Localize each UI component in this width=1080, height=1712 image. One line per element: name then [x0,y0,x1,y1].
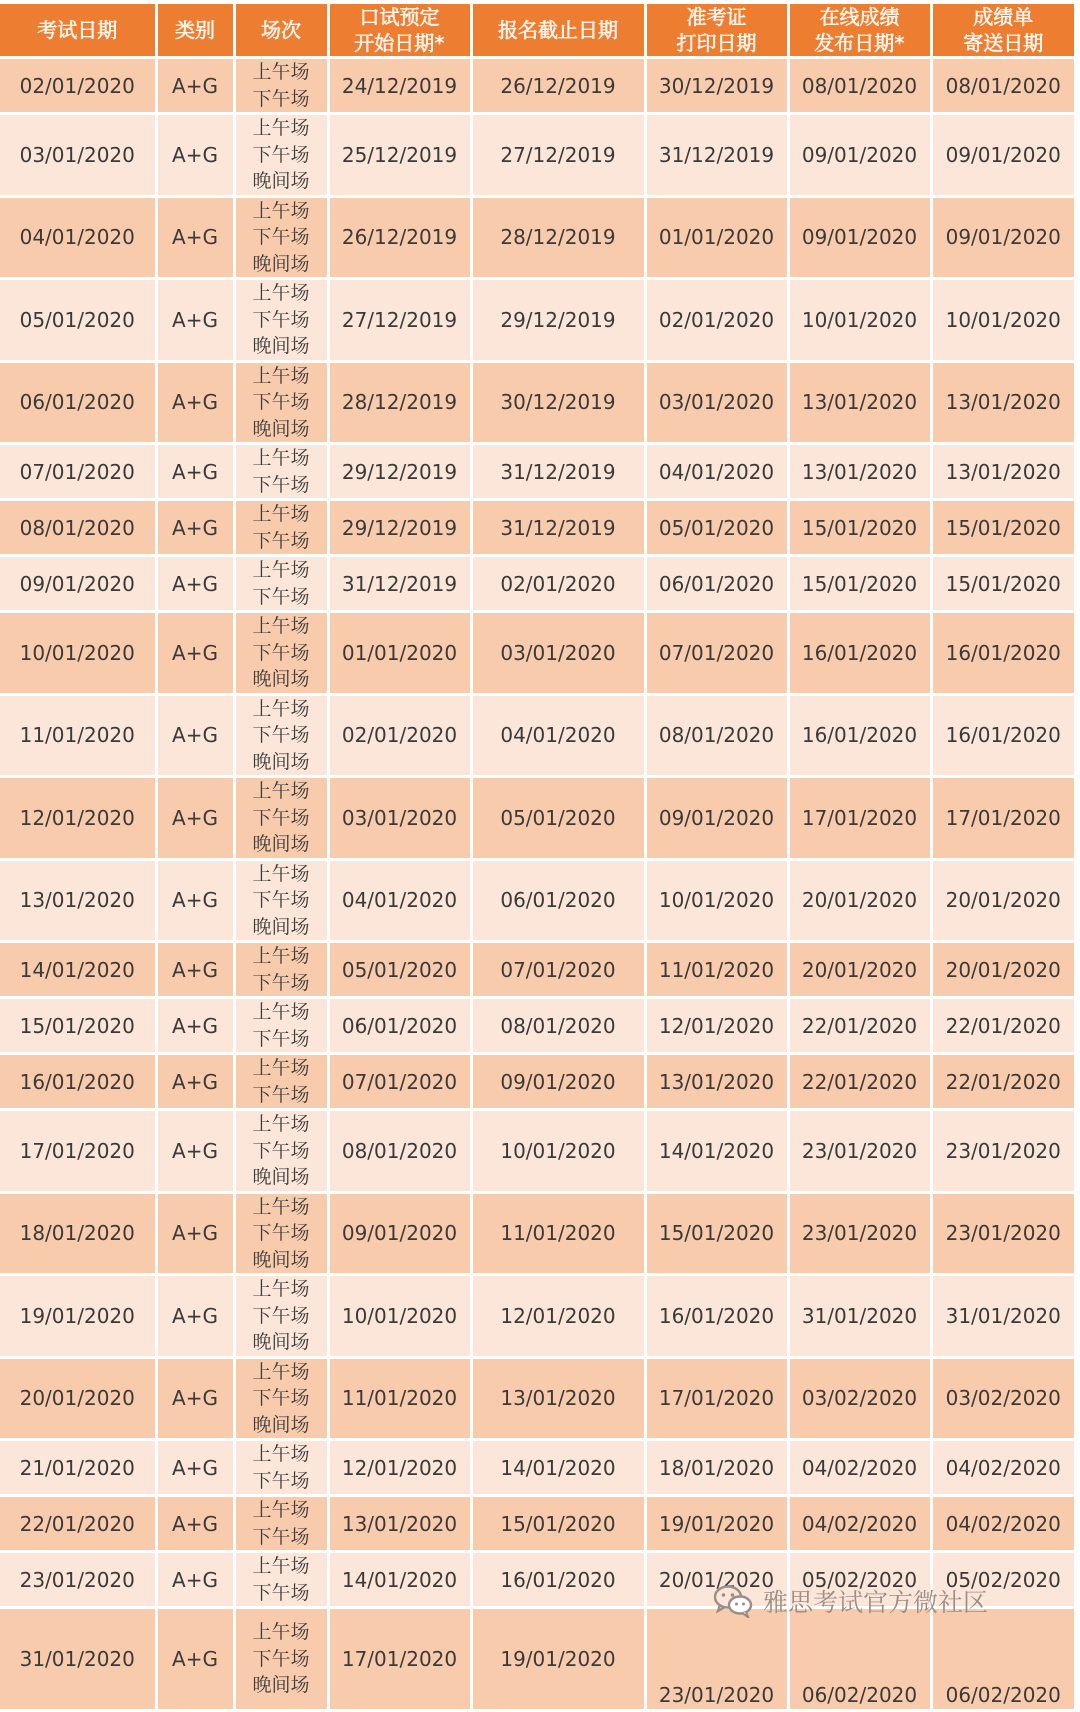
cell-type: A+G [156,612,234,695]
cell-report: 03/02/2020 [931,1357,1074,1440]
cell-oral: 27/12/2019 [328,279,471,362]
cell-report: 09/01/2020 [931,196,1074,279]
table-row [0,859,1074,942]
header-text: 场次 [261,18,301,42]
session-label: 上午场 [252,1555,310,1577]
cell-admit: 15/01/2020 [645,1192,788,1275]
cell-type: A+G [156,361,234,444]
cell-report: 31/01/2020 [931,1275,1074,1358]
session-cell [234,777,328,860]
cell-oral: 14/01/2020 [328,1552,471,1608]
cell-report: 23/01/2020 [931,1192,1074,1275]
cell-admit: 17/01/2020 [645,1357,788,1440]
session-label: 下午场 [252,1222,310,1244]
cell-report: 16/01/2020 [931,612,1074,695]
table-row [0,942,1074,998]
cell-oral: 06/01/2020 [328,998,471,1054]
table-row [0,1275,1074,1358]
cell-deadline: 04/01/2020 [471,694,645,777]
table-row [0,1357,1074,1440]
session-cell [234,114,328,197]
table-row [0,500,1074,556]
cell-admit: 30/12/2019 [645,58,788,114]
exam-schedule-table [0,4,1074,1712]
cell-deadline: 28/12/2019 [471,196,645,279]
session-cell [234,1357,328,1440]
cell-oral: 29/12/2019 [328,500,471,556]
session-label: 下午场 [252,1083,310,1106]
table-row [0,1440,1074,1496]
cell-report: 09/01/2020 [931,114,1074,197]
session-label: 下午场 [252,1304,310,1327]
cell-online: 31/01/2020 [788,1275,931,1358]
table-row [0,1054,1074,1110]
session-label: 晚间场 [252,1413,310,1436]
cell-date: 10/01/2020 [0,612,156,695]
session-label: 上午场 [252,1278,310,1300]
cell-admit: 12/01/2020 [645,998,788,1054]
cell-deadline: 15/01/2020 [471,1496,645,1552]
cell-type: A+G [156,777,234,860]
session-label: 晚间场 [252,668,310,690]
cell-oral: 08/01/2020 [328,1110,471,1193]
session-label: 晚间场 [252,252,310,275]
cell-oral: 11/01/2020 [328,1357,471,1440]
cell-type: A+G [156,998,234,1054]
cell-deadline: 07/01/2020 [471,942,645,998]
cell-deadline: 14/01/2020 [471,1440,645,1496]
table-row [0,58,1074,114]
cell-date: 15/01/2020 [0,998,156,1054]
cell-online: 06/02/2020 [788,1608,931,1711]
cell-admit: 06/01/2020 [645,556,788,612]
cell-type: A+G [156,942,234,998]
session-label: 上午场 [252,1360,310,1383]
cell-report: 06/02/2020 [931,1608,1074,1711]
session-label: 上午场 [252,1443,310,1465]
cell-type: A+G [156,1110,234,1193]
cell-online: 04/02/2020 [788,1496,931,1552]
session-label: 上午场 [252,282,310,304]
cell-admit: 01/01/2020 [645,196,788,279]
cell-report: 20/01/2020 [931,942,1074,998]
session-cell [234,1192,328,1275]
session-label: 晚间场 [252,170,310,192]
session-label: 下午场 [252,1387,310,1409]
session-label: 晚间场 [252,1674,310,1697]
session-label: 下午场 [252,308,310,331]
cell-report: 22/01/2020 [931,998,1074,1054]
cell-date: 31/01/2020 [0,1608,156,1711]
cell-admit: 10/01/2020 [645,859,788,942]
table-row [0,1496,1074,1552]
header-text: 成绩单 [973,5,1034,29]
cell-oral: 31/12/2019 [328,556,471,612]
cell-oral: 24/12/2019 [328,58,471,114]
session-cell [234,1054,328,1110]
session-cell [234,859,328,942]
cell-date: 16/01/2020 [0,1054,156,1110]
cell-date: 08/01/2020 [0,500,156,556]
session-label: 上午场 [252,1001,310,1023]
cell-admit: 08/01/2020 [645,694,788,777]
cell-online: 04/02/2020 [788,1440,931,1496]
watermark-text: 雅思考试官方微社区 [762,1588,988,1617]
cell-deadline: 03/01/2020 [471,612,645,695]
cell-deadline: 02/01/2020 [471,556,645,612]
table-row [0,1110,1074,1193]
cell-admit: 23/01/2020 [645,1608,788,1711]
cell-oral: 28/12/2019 [328,361,471,444]
table-row [0,361,1074,444]
wechat-icon [713,1584,753,1618]
session-label: 上午场 [252,615,310,637]
session-label: 下午场 [252,143,310,166]
cell-deadline: 06/01/2020 [471,859,645,942]
cell-admit: 03/01/2020 [645,361,788,444]
cell-online: 23/01/2020 [788,1110,931,1193]
table-row [0,1608,1074,1711]
cell-date: 06/01/2020 [0,361,156,444]
cell-admit: 18/01/2020 [645,1440,788,1496]
cell-online: 09/01/2020 [788,196,931,279]
cell-date: 02/01/2020 [0,58,156,114]
cell-report: 20/01/2020 [931,859,1074,942]
cell-type: A+G [156,1054,234,1110]
cell-report: 22/01/2020 [931,1054,1074,1110]
session-label: 晚间场 [252,335,310,357]
session-label: 下午场 [252,529,310,552]
session-label: 下午场 [252,87,310,110]
cell-deadline: 31/12/2019 [471,444,645,500]
header-registration-deadline [471,4,645,58]
session-cell [234,1608,328,1711]
cell-online: 03/02/2020 [788,1357,931,1440]
cell-online: 16/01/2020 [788,694,931,777]
cell-report: 15/01/2020 [931,556,1074,612]
cell-date: 14/01/2020 [0,942,156,998]
cell-online: 17/01/2020 [788,777,931,860]
table-row [0,196,1074,279]
cell-deadline: 27/12/2019 [471,114,645,197]
cell-type: A+G [156,279,234,362]
session-label: 下午场 [252,1581,310,1604]
cell-report: 13/01/2020 [931,361,1074,444]
cell-admit: 16/01/2020 [645,1275,788,1358]
session-label: 下午场 [252,971,310,994]
cell-type: A+G [156,1275,234,1358]
session-cell [234,500,328,556]
cell-admit: 04/01/2020 [645,444,788,500]
header-text: 口试预定 [359,5,440,29]
cell-oral: 26/12/2019 [328,196,471,279]
session-label: 下午场 [252,473,310,496]
cell-date: 04/01/2020 [0,196,156,279]
session-cell [234,612,328,695]
cell-admit: 13/01/2020 [645,1054,788,1110]
session-label: 上午场 [252,1113,310,1135]
session-label: 上午场 [252,199,310,222]
cell-online: 13/01/2020 [788,444,931,500]
header-row [0,4,1074,58]
session-label: 上午场 [252,862,310,885]
session-label: 上午场 [252,780,310,802]
cell-date: 23/01/2020 [0,1552,156,1608]
cell-type: A+G [156,114,234,197]
session-cell [234,444,328,500]
header-text: 寄送日期 [963,31,1044,55]
cell-oral: 12/01/2020 [328,1440,471,1496]
session-label: 下午场 [252,724,310,746]
header-text: 发布日期* [814,31,905,55]
cell-date: 09/01/2020 [0,556,156,612]
table-row [0,612,1074,695]
cell-report: 13/01/2020 [931,444,1074,500]
cell-admit: 14/01/2020 [645,1110,788,1193]
cell-type: A+G [156,1552,234,1608]
session-cell [234,1552,328,1608]
cell-deadline: 30/12/2019 [471,361,645,444]
session-label: 上午场 [252,1499,310,1521]
cell-oral: 01/01/2020 [328,612,471,695]
session-label: 下午场 [252,641,310,664]
table-row [0,998,1074,1054]
cell-type: A+G [156,859,234,942]
cell-report: 04/02/2020 [931,1496,1074,1552]
cell-online: 13/01/2020 [788,361,931,444]
session-label: 下午场 [252,226,310,248]
session-cell [234,942,328,998]
cell-type: A+G [156,1440,234,1496]
session-label: 上午场 [252,364,310,387]
header-text: 开始日期* [354,31,445,55]
cell-date: 22/01/2020 [0,1496,156,1552]
cell-oral: 13/01/2020 [328,1496,471,1552]
session-cell [234,58,328,114]
cell-online: 08/01/2020 [788,58,931,114]
cell-date: 21/01/2020 [0,1440,156,1496]
session-label: 上午场 [252,447,310,469]
cell-date: 13/01/2020 [0,859,156,942]
table-body [0,58,1074,1711]
header-text: 准考证 [686,5,747,29]
header-category [156,4,234,58]
session-label: 晚间场 [252,833,310,855]
table-row [0,279,1074,362]
session-cell [234,694,328,777]
cell-online: 22/01/2020 [788,1054,931,1110]
header-text: 在线成绩 [819,5,900,29]
cell-type: A+G [156,1357,234,1440]
session-label: 上午场 [252,1621,310,1644]
cell-oral: 02/01/2020 [328,694,471,777]
table-row [0,1192,1074,1275]
session-label: 下午场 [252,889,310,911]
table-row [0,444,1074,500]
cell-type: A+G [156,1192,234,1275]
watermark [713,1583,988,1619]
cell-online: 15/01/2020 [788,500,931,556]
cell-date: 18/01/2020 [0,1192,156,1275]
session-label: 上午场 [252,61,310,83]
cell-online: 16/01/2020 [788,612,931,695]
cell-type: A+G [156,444,234,500]
session-label: 下午场 [252,1525,310,1548]
session-label: 下午场 [252,585,310,608]
session-label: 晚间场 [252,915,310,938]
cell-admit: 31/12/2019 [645,114,788,197]
header-online-result-date [788,4,931,58]
session-label: 下午场 [252,1469,310,1492]
cell-admit: 07/01/2020 [645,612,788,695]
cell-report: 08/01/2020 [931,58,1074,114]
session-cell [234,1440,328,1496]
cell-oral: 25/12/2019 [328,114,471,197]
cell-online: 15/01/2020 [788,556,931,612]
table-header [0,4,1074,58]
session-label: 下午场 [252,1027,310,1050]
cell-admit: 19/01/2020 [645,1496,788,1552]
cell-deadline: 31/12/2019 [471,500,645,556]
cell-report: 04/02/2020 [931,1440,1074,1496]
session-cell [234,998,328,1054]
table-row [0,114,1074,197]
session-cell [234,1496,328,1552]
cell-report: 23/01/2020 [931,1110,1074,1193]
cell-date: 20/01/2020 [0,1357,156,1440]
header-text: 类别 [175,18,215,42]
cell-oral: 03/01/2020 [328,777,471,860]
cell-online: 22/01/2020 [788,998,931,1054]
session-label: 晚间场 [252,1248,310,1271]
header-text: 报名截止日期 [498,18,618,42]
cell-date: 05/01/2020 [0,279,156,362]
cell-report: 17/01/2020 [931,777,1074,860]
session-label: 下午场 [252,1139,310,1162]
cell-online: 20/01/2020 [788,942,931,998]
session-label: 上午场 [252,559,310,581]
header-text: 考试日期 [37,18,118,42]
cell-deadline: 12/01/2020 [471,1275,645,1358]
cell-online: 23/01/2020 [788,1192,931,1275]
header-admission-print-date [645,4,788,58]
cell-online: 10/01/2020 [788,279,931,362]
session-cell [234,1110,328,1193]
cell-admit: 20/01/2020 [645,1552,788,1608]
cell-deadline: 29/12/2019 [471,279,645,362]
cell-deadline: 13/01/2020 [471,1357,645,1440]
session-label: 晚间场 [252,1166,310,1188]
cell-oral: 17/01/2020 [328,1608,471,1711]
session-label: 下午场 [252,806,310,829]
cell-admit: 09/01/2020 [645,777,788,860]
session-cell [234,361,328,444]
cell-online: 05/02/2020 [788,1552,931,1608]
cell-online: 20/01/2020 [788,859,931,942]
cell-online: 09/01/2020 [788,114,931,197]
cell-oral: 07/01/2020 [328,1054,471,1110]
cell-report: 10/01/2020 [931,279,1074,362]
session-label: 下午场 [252,391,310,413]
cell-type: A+G [156,500,234,556]
cell-deadline: 05/01/2020 [471,777,645,860]
table-row [0,777,1074,860]
header-exam-date [0,4,156,58]
cell-type: A+G [156,1496,234,1552]
cell-deadline: 08/01/2020 [471,998,645,1054]
cell-oral: 29/12/2019 [328,444,471,500]
header-report-send-date [931,4,1074,58]
session-label: 上午场 [252,503,310,525]
cell-deadline: 26/12/2019 [471,58,645,114]
cell-type: A+G [156,58,234,114]
table-row [0,694,1074,777]
cell-date: 11/01/2020 [0,694,156,777]
cell-admit: 05/01/2020 [645,500,788,556]
cell-oral: 05/01/2020 [328,942,471,998]
cell-date: 17/01/2020 [0,1110,156,1193]
cell-oral: 04/01/2020 [328,859,471,942]
cell-type: A+G [156,196,234,279]
cell-report: 16/01/2020 [931,694,1074,777]
header-text: 打印日期 [676,31,757,55]
cell-report: 05/02/2020 [931,1552,1074,1608]
cell-type: A+G [156,556,234,612]
session-cell [234,279,328,362]
session-label: 晚间场 [252,1331,310,1353]
cell-date: 07/01/2020 [0,444,156,500]
session-cell [234,556,328,612]
cell-type: A+G [156,1608,234,1711]
cell-deadline: 10/01/2020 [471,1110,645,1193]
table-row [0,556,1074,612]
cell-date: 19/01/2020 [0,1275,156,1358]
cell-deadline: 19/01/2020 [471,1608,645,1711]
session-label: 上午场 [252,117,310,139]
cell-date: 12/01/2020 [0,777,156,860]
header-oral-booking-start [328,4,471,58]
cell-oral: 09/01/2020 [328,1192,471,1275]
session-label: 上午场 [252,945,310,967]
cell-date: 03/01/2020 [0,114,156,197]
cell-admit: 11/01/2020 [645,942,788,998]
cell-oral: 10/01/2020 [328,1275,471,1358]
header-session [234,4,328,58]
cell-deadline: 11/01/2020 [471,1192,645,1275]
session-label: 晚间场 [252,417,310,440]
cell-deadline: 09/01/2020 [471,1054,645,1110]
session-cell [234,1275,328,1358]
session-cell [234,196,328,279]
session-label: 下午场 [252,1647,310,1670]
cell-deadline: 16/01/2020 [471,1552,645,1608]
session-label: 上午场 [252,1057,310,1079]
session-label: 晚间场 [252,750,310,773]
cell-type: A+G [156,694,234,777]
session-label: 上午场 [252,1195,310,1218]
session-label: 上午场 [252,697,310,720]
cell-report: 15/01/2020 [931,500,1074,556]
cell-admit: 02/01/2020 [645,279,788,362]
